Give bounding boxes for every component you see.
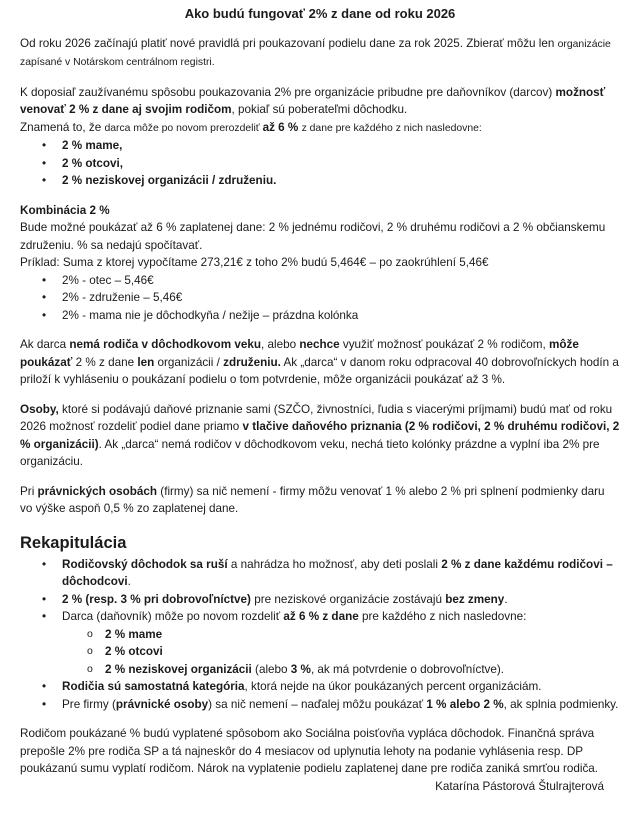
bullet-icon: • (42, 680, 47, 693)
text-run: 2 % (resp. 3 % pri dobrovoľníctve) (62, 592, 251, 606)
text-run: Znamená to, že (20, 120, 105, 134)
text-run: . Ak „darca“ nemá rodičov v dôchodkovom veku, nechá tieto kolónky prázdne a vyplní iba 2% pre organizáciu. (20, 437, 600, 468)
bullet-icon: • (42, 308, 47, 322)
circle-bullet-icon: o (87, 627, 93, 640)
spacer (20, 72, 620, 84)
text-run: 2% - otec – 5,46€ (62, 273, 154, 287)
text-run: právnických osobách (37, 484, 158, 498)
text-run: môže poukázať (20, 338, 579, 369)
bullet-text (62, 155, 620, 173)
bullet-text (62, 591, 620, 609)
text-run: Ak darca (20, 338, 70, 351)
bullet-text (62, 678, 620, 696)
bullet-icon: • (42, 273, 47, 287)
text-run: organizácie zapísané v Notárskom centrálnom registri. (20, 38, 611, 68)
text-run: . (504, 592, 508, 606)
text-run: nechce (299, 338, 340, 351)
bullet-item (20, 643, 620, 661)
text-run: bez zmeny (445, 592, 505, 606)
bullet-text (62, 137, 620, 155)
bullet-item (20, 155, 620, 173)
text-run: Bude možné poukázať až 6 % zaplatenej dane: 2 % jednému rodičovi, 2 % druhému rodičovi a 2 % občianskemu združeniu. % sa nedajú spočítavať. (20, 221, 606, 252)
text-run: využiť možnosť poukázať 2 % rodičom, (339, 338, 549, 351)
spacer (20, 23, 620, 35)
bullet-icon: • (42, 557, 47, 571)
bullet-list (20, 556, 620, 714)
text-run: pre neziskové organizácie zostávajú (250, 592, 446, 606)
bullet-item (20, 608, 620, 678)
bullet-list (20, 137, 620, 190)
text-run: organizácii / (154, 355, 224, 369)
bullet-text (62, 608, 620, 626)
text-run: a nahrádza ho možnosť, aby deti poslali (227, 557, 442, 571)
spacer (20, 389, 620, 401)
text-run: Rodičovský dôchodok sa ruší (62, 557, 228, 571)
bullet-item (20, 661, 620, 679)
spacer (20, 471, 620, 483)
text-run: (alebo (251, 662, 291, 676)
text-run: , pokiaľ sú poberateľmi dôchodku. (231, 103, 408, 116)
text-run: 2 % mame, (62, 139, 123, 152)
text-run: . (127, 575, 131, 588)
text-run: 2 % neziskovej organizácii (105, 662, 252, 676)
bullet-icon: • (42, 139, 47, 152)
bullet-text (105, 661, 620, 679)
bullet-item (20, 626, 620, 644)
paragraph (20, 483, 620, 518)
bullet-text (62, 172, 620, 190)
text-run: ktoré si podávajú daňové priznanie sami (SZČO, živnostníci, ľudia s viacerými príjmami) budú mať od roku 2026 možnosť rozdeliť podiel dane priamo (20, 402, 613, 433)
bullet-text (105, 626, 620, 644)
bullet-text (105, 643, 620, 661)
bullet-text (62, 307, 620, 325)
bullet-item (20, 289, 620, 307)
text-run: , ak splnia podmienky. (503, 697, 619, 711)
section-heading (20, 530, 620, 556)
text-run: , ak má potvrdenie o dobrovoľníctve). (310, 662, 505, 676)
text-run: 2 % z dane každému rodičovi – dôchodcovi (62, 557, 613, 588)
text-run: združeniu. (223, 355, 281, 369)
text-run: , alebo (260, 338, 300, 351)
bullet-item (20, 678, 620, 696)
bullet-item (20, 172, 620, 190)
text-run: 2% - združenie – 5,46€ (62, 291, 183, 304)
text-run: Príklad: Suma z ktorej vypočítame 273,21€ z toho 2% budú 5,464€ – po zaokrúhlení 5,46€ (20, 256, 489, 269)
text-run: Darca (daňovník) môže po novom rozdeliť (62, 610, 284, 623)
text-run: nemá rodiča v dôchodkovom veku (69, 338, 261, 351)
bullet-icon: • (42, 156, 47, 170)
bullet-icon: • (42, 697, 47, 711)
text-run: Osoby, (20, 402, 59, 416)
text-run: , ktorá nejde na úkor poukázaných percent organizáciám. (244, 680, 542, 693)
bullet-text (62, 289, 620, 307)
bullet-item (20, 137, 620, 155)
text-run: z dane pre každého z nich nasledovne: (301, 122, 482, 134)
spacer (20, 518, 620, 530)
text-run: 2 % mame (105, 627, 163, 641)
section-heading (20, 202, 620, 220)
text-run: možnosť venovať 2 % z dane aj svojim rodičom (20, 85, 606, 116)
bullet-icon: • (42, 291, 47, 304)
text-run: len (137, 355, 155, 369)
text-run: Od roku 2026 začínajú platiť nové pravidlá pri poukazovaní podielu dane za rok 2025. Zbierať môžu len (20, 36, 558, 50)
text-run: 2 % neziskovej organizácii / združeniu. (62, 174, 277, 187)
text-run: 2 % otcovi, (62, 156, 124, 170)
text-run: 1 % alebo 2 % (426, 697, 504, 711)
text-run: darca môže po novom prerozdeliť (104, 122, 263, 134)
paragraph (20, 336, 620, 389)
text-run: Kombinácia 2 % (20, 203, 110, 217)
text-run: až 6 % z dane (283, 610, 359, 623)
bullet-list (20, 272, 620, 325)
text-run: 2% - mama nie je dôchodkyňa / nežije – prázdna kolónka (62, 308, 359, 322)
text-run: Rodičom poukázané % budú vyplatené spôsobom ako Sociálna poisťovňa vypláca dôchodok. Finančná správa prepošle 2% pre rodiča SP a tá najneskôr do 4 mesiacov od uplynutia lehoty na podanie vyhlásenia resp. DP poukázanú sumu vyplatí rodičom. Nárok na vyplatenie podielu zaplatenej dane pre rodiča zaniká smrťou rodiča. (20, 727, 599, 775)
bullet-item (20, 556, 620, 591)
text-run: K doposiaľ zaužívanému spôsobu poukazovania 2% pre organizácie pribudne pre daňovníkov (darcov) (20, 85, 556, 99)
circle-bullet-icon: o (87, 662, 93, 675)
paragraph (20, 401, 620, 471)
bullet-item (20, 307, 620, 325)
text-run: v tlačive daňového priznania (2 % rodičovi, 2 % druhému rodičovi, 2 % organizácii) (20, 420, 620, 451)
text-run: 2 % z dane (72, 355, 138, 369)
text-run: právnické osoby (115, 697, 209, 711)
sub-bullet-list (20, 626, 620, 679)
paragraph (20, 725, 620, 778)
spacer (20, 190, 620, 202)
text-run: Rekapitulácia (20, 533, 127, 552)
text-run: Katarína Pástorová Štulrajterová (435, 779, 604, 793)
bullet-icon: • (42, 592, 47, 606)
signature (20, 778, 620, 796)
circle-bullet-icon: o (87, 645, 93, 657)
bullet-item (20, 696, 620, 714)
text-run: Pre firmy ( (62, 697, 116, 711)
spacer (20, 324, 620, 336)
text-run: Pri (20, 484, 38, 498)
text-run: ) sa nič nemení – naďalej môžu poukázať (208, 697, 427, 711)
bullet-icon: • (42, 174, 47, 187)
spacer (20, 713, 620, 725)
text-run: pre každého z nich nasledovne: (358, 610, 527, 623)
paragraph (20, 35, 620, 72)
paragraph (20, 219, 620, 254)
text-run: Ako budú fungovať 2% z dane od roku 2026 (184, 6, 456, 21)
bullet-text (62, 272, 620, 290)
paragraph (20, 119, 620, 138)
bullet-item (20, 272, 620, 290)
bullet-text (62, 556, 620, 591)
text-run: Rodičia sú samostatná kategória (62, 680, 245, 693)
text-run: 3 % (290, 662, 311, 676)
paragraph (20, 254, 620, 272)
bullet-item (20, 591, 620, 609)
text-run: Ak „darca“ v danom roku odpracoval 40 dobrovoľníckych hodín a priloží k vyhláseniu o poukázaní podielu o tom potvrdenie, môže organizácii poukázať až 3 %. (20, 355, 619, 386)
text-run: 2 % otcovi (105, 645, 163, 658)
text-run: až 6 % (262, 120, 302, 134)
bullet-icon: • (42, 610, 47, 623)
bullet-text (62, 696, 620, 714)
paragraph (20, 84, 620, 119)
text-run: (firmy) sa nič nemení - firmy môžu venovať 1 % alebo 2 % pri splnení podmienky daru vo výške aspoň 0,5 % zo zaplatenej dane. (20, 484, 605, 515)
document-title (20, 5, 620, 23)
